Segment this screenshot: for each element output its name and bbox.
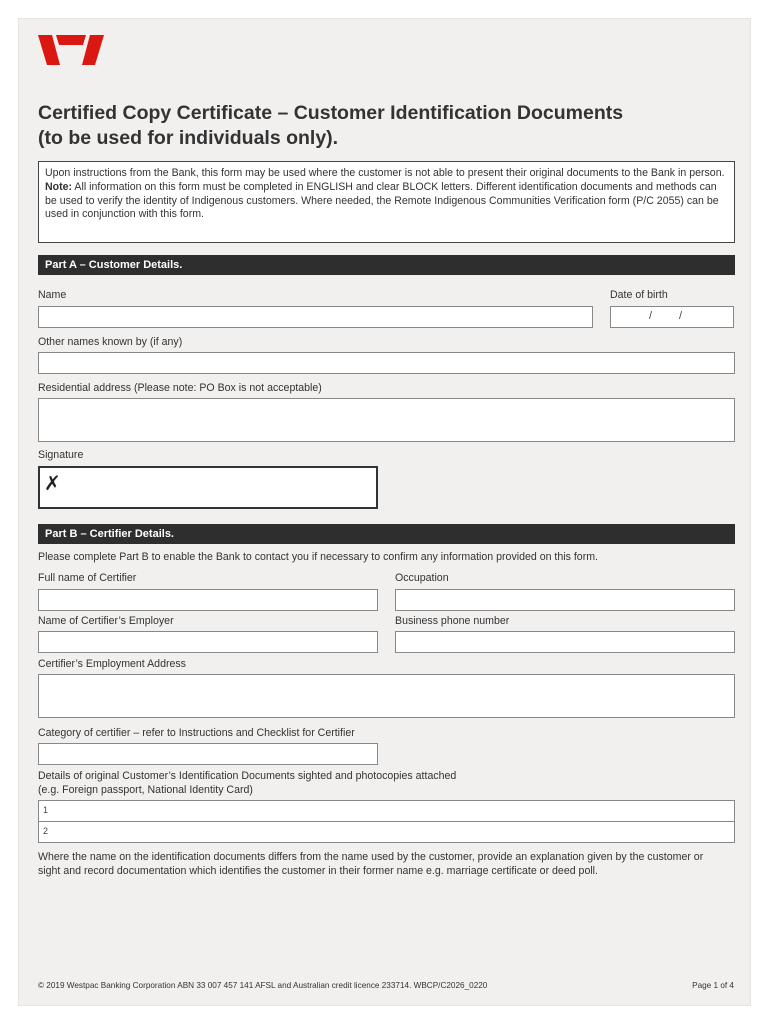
name-difference-text: Where the name on the identification documents differs from the name used by the customer, provide an explanation given by the customer or sight and record documentation which identifies the customer in their former name e.g. marriage certificate or deed poll. — [38, 851, 704, 877]
part-a-heading: Part A – Customer Details. — [38, 255, 735, 275]
documents-label-line-2: (e.g. Foreign passport, National Identity Card) — [38, 784, 253, 796]
logo-center-bar — [56, 35, 86, 45]
name-input[interactable] — [38, 306, 593, 328]
occupation-input[interactable] — [395, 589, 735, 611]
category-input[interactable] — [38, 743, 378, 765]
signature-box[interactable] — [38, 466, 378, 509]
phone-label: Business phone number — [395, 615, 510, 627]
row-number-1: 1 — [43, 805, 49, 815]
documents-label-line-1: Details of original Customer’s Identification Documents sighted and photocopies attached — [38, 770, 457, 782]
part-b-instruction: Please complete Part B to enable the Bank to contact you if necessary to confirm any information provided on this form. — [38, 551, 598, 563]
occupation-label: Occupation — [395, 572, 449, 584]
document-row-2-input[interactable] — [38, 821, 735, 843]
part-b-heading: Part B – Certifier Details. — [38, 524, 735, 544]
employment-address-input[interactable] — [38, 674, 735, 718]
logo-left-stroke — [38, 35, 60, 65]
category-label: Category of certifier – refer to Instructions and Checklist for Certifier — [38, 727, 355, 739]
other-names-input[interactable] — [38, 352, 735, 374]
westpac-logo — [38, 35, 104, 65]
page-title — [38, 101, 728, 151]
dob-separator-2: / — [679, 310, 683, 322]
employment-address-label: Certifier’s Employment Address — [38, 658, 186, 670]
address-label: Residential address (Please note: PO Box is not acceptable) — [38, 382, 322, 394]
other-names-label: Other names known by (if any) — [38, 336, 183, 348]
certifier-name-input[interactable] — [38, 589, 378, 611]
note-label: Note: — [45, 180, 73, 193]
title-line-2: (to be used for individuals only). — [38, 127, 339, 149]
dob-label: Date of birth — [610, 289, 668, 301]
form-page — [18, 18, 751, 1006]
note-text: All information on this form must be completed in ENGLISH and clear BLOCK letters. Different identification documents and methods can be used to verify the identity of Indigenous customers. Where needed, the Remote Indigenous Communities Verification form (P/C 2055) can be used in conjunction with this form. — [45, 180, 719, 221]
footer-copyright: © 2019 Westpac Banking Corporation ABN 33 007 457 141 AFSL and Australian credit licence 233714. WBCP/C2026_0220 — [38, 981, 488, 990]
logo-right-stroke — [82, 35, 104, 65]
intro-box — [38, 161, 735, 243]
document-row-1-input[interactable] — [38, 800, 735, 822]
name-label: Name — [38, 289, 67, 301]
phone-input[interactable] — [395, 631, 735, 653]
intro-note — [45, 181, 728, 222]
dob-separator-1: / — [649, 310, 653, 322]
certifier-name-label: Full name of Certifier — [38, 572, 137, 584]
employer-input[interactable] — [38, 631, 378, 653]
employer-label: Name of Certifier’s Employer — [38, 615, 174, 627]
dob-input[interactable] — [610, 306, 734, 328]
residential-address-input[interactable] — [38, 398, 735, 442]
signature-cross-icon: ✗ — [44, 473, 61, 495]
title-line-1: Certified Copy Certificate – Customer Identification Documents — [38, 102, 624, 124]
intro-text: Upon instructions from the Bank, this form may be used where the customer is not able to present their original documents to the Bank in person. — [45, 167, 725, 179]
row-number-2: 2 — [43, 826, 49, 836]
footer-page-number: Page 1 of 4 — [692, 981, 734, 990]
signature-label: Signature — [38, 449, 84, 461]
